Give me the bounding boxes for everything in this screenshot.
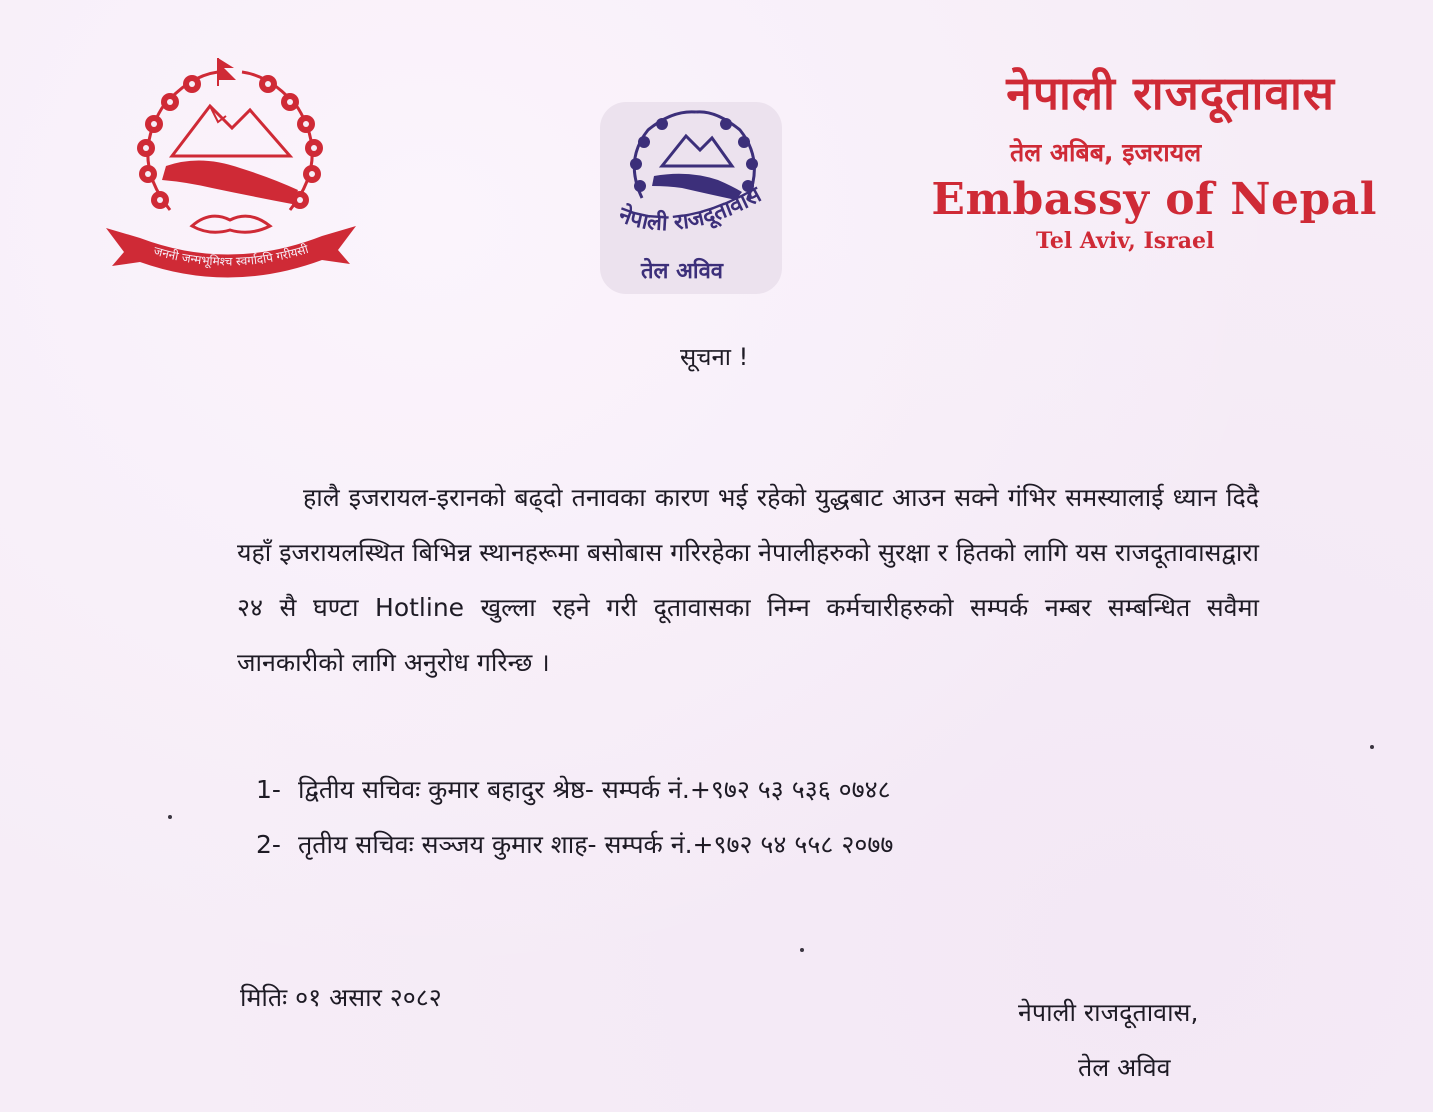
contact-text: तृतीय सचिवः सञ्जय कुमार शाह- सम्पर्क नं.+९७२ ५४ ५५८ २०७७ [298,830,894,859]
contact-number: 2- [256,830,281,859]
contact-text: द्वितीय सचिवः कुमार बहादुर श्रेष्ठ- सम्पर्क नं.+९७२ ५३ ५३६ ०७४८ [298,775,891,804]
emblem-motto: जननी जन्मभूमिश्च स्वर्गादपि गरीयसी [152,241,311,269]
signoff-name: नेपाली राजदूतावास, [1018,998,1199,1027]
scan-speck [1370,745,1374,749]
scan-speck [800,948,804,952]
stamp-name: नेपाली राजदूतावास [615,182,766,237]
stamp-city: तेल अविव [640,259,724,284]
letterhead-city-en: Tel Aviv, Israel [1036,228,1215,254]
contact-item [256,817,1216,872]
contact-list [256,762,1216,872]
nepal-coat-of-arms-icon [100,50,360,290]
signoff-city: तेल अविव [1078,1053,1171,1082]
notice-heading: सूचना ! [680,343,749,371]
letterhead-city-np: तेल अबिब, इजरायल [1010,138,1202,167]
contact-number: 1- [256,775,281,804]
notice-date: मितिः ०१ असार २०८२ [240,983,442,1012]
notice-body: हालै इजरायल-इरानको बढ्दो तनावका कारण भई रहेको युद्धबाट आउन सक्ने गंभिर समस्यालाई ध्यान दिदै यहाँ इजरायलस्थित बिभिन्न स्थानहरूमा बसोबास गरिरहेका नेपालीहरुको सुरक्षा र हितको लागि यस राजदूतावासद्वारा २४ सै घण्टा Hotline खुल्ला रहने गरी दूतावासका निम्न कर्मचारीहरुको सम्पर्क नम्बर सम्बन्धित सवैमा जानकारीको लागि अनुरोध गरिन्छ । [237,483,1259,677]
letterhead-title-en: Embassy of Nepal [931,174,1377,225]
contact-item [256,762,1216,817]
embassy-stamp [598,100,784,296]
scan-speck [168,815,172,819]
signoff [1018,985,1198,1095]
letterhead-title-np: नेपाली राजदूतावास [1006,66,1335,120]
